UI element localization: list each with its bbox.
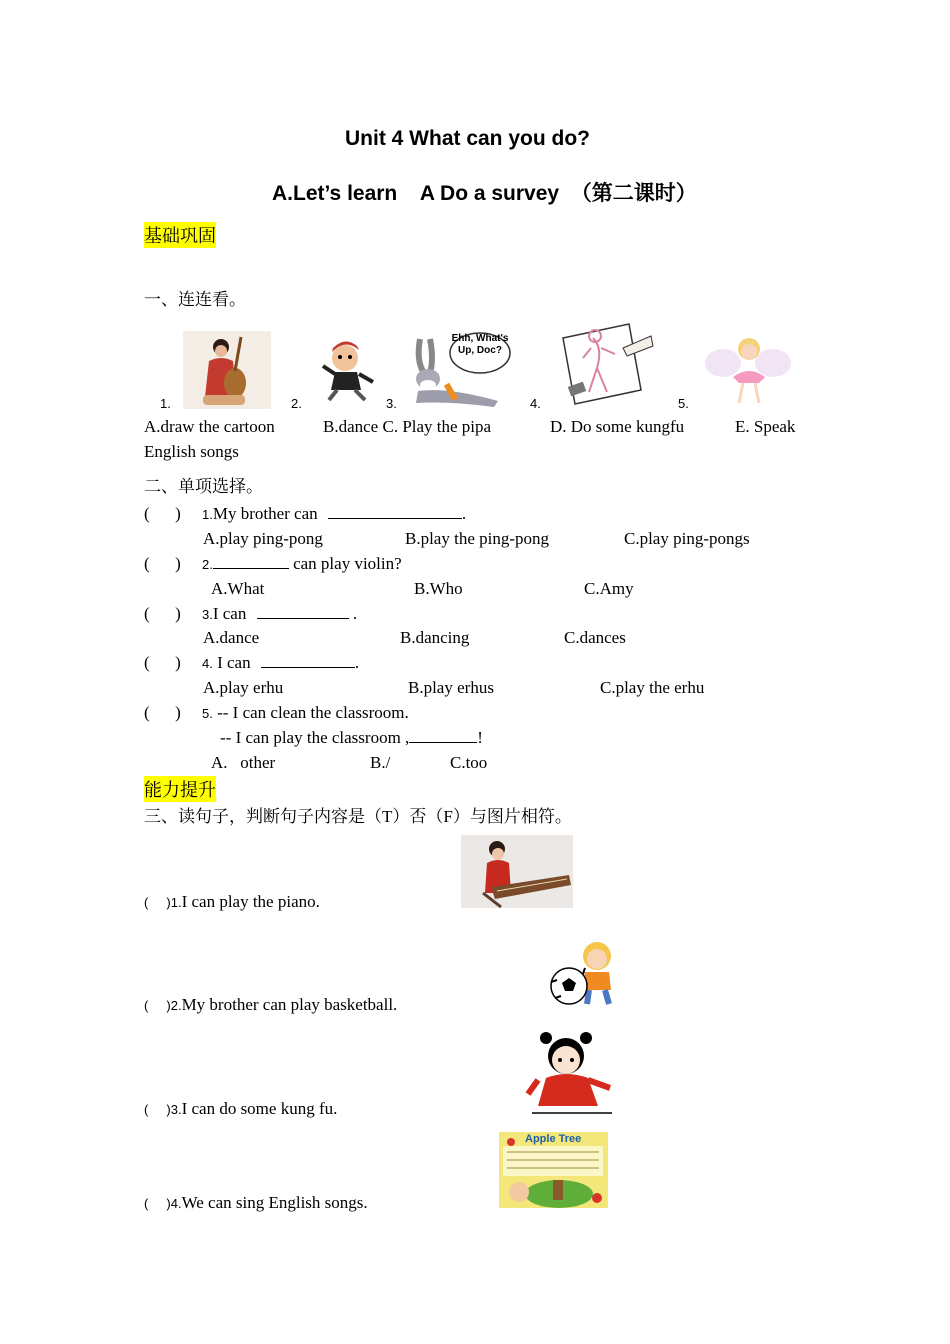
tf2-number: 2. xyxy=(170,998,182,1013)
tf2-text: My brother can play basketball. xyxy=(181,995,398,1014)
q4-number: 4. xyxy=(202,656,213,671)
q1-before: My brother can xyxy=(212,504,322,523)
q5-blank[interactable] xyxy=(409,728,477,743)
q2-option-a: A.What xyxy=(211,579,265,598)
q4-before: I can xyxy=(212,653,255,672)
tf3-text: I can do some kung fu. xyxy=(181,1099,338,1118)
apple-tree-poster-image xyxy=(499,1132,608,1208)
q3-number: 3. xyxy=(202,607,213,622)
q1-paren[interactable]: ( ) xyxy=(144,504,181,523)
q2-number: 2. xyxy=(202,557,213,572)
pipa-player-image xyxy=(183,331,271,409)
q5-line2-after: ! xyxy=(477,728,483,747)
tf-item-4 xyxy=(144,1193,368,1213)
tf-item-2 xyxy=(144,995,397,1015)
section-basic-label: 基础巩固 xyxy=(144,222,216,248)
q3-blank[interactable] xyxy=(257,604,349,619)
part3-heading: 三、读句子，判断句子内容是（T）否（F）与图片相符。 xyxy=(144,807,572,826)
poster-title: Apple Tree xyxy=(525,1133,582,1145)
q2-after: can play violin? xyxy=(288,554,402,573)
tf1-paren[interactable]: ( ) xyxy=(144,895,171,910)
tf3-paren[interactable]: ( ) xyxy=(144,1102,171,1117)
drawing-cartoon-image xyxy=(553,318,657,408)
page-title: Unit 4 What can you do? xyxy=(345,127,590,150)
soccer-boy-image xyxy=(547,934,629,1008)
q4-stem xyxy=(202,653,359,673)
match-number-1: 1. xyxy=(160,396,171,411)
q3-paren[interactable]: ( ) xyxy=(144,604,181,623)
tf2-paren[interactable]: ( ) xyxy=(144,998,171,1013)
q5-line2 xyxy=(220,728,483,748)
q5-option-c: C.too xyxy=(450,753,488,772)
match-number-4: 4. xyxy=(530,396,541,411)
section-advanced-label: 能力提升 xyxy=(144,776,216,802)
q1-option-b: B.play the ping-pong xyxy=(405,529,550,548)
q3-before: I can xyxy=(212,604,251,623)
q3-option-b: B.dancing xyxy=(400,628,470,647)
q4-option-a: A.play erhu xyxy=(203,678,284,697)
q1-number: 1. xyxy=(202,507,213,522)
guzheng-player-image xyxy=(461,835,573,908)
q2-option-c: C.Amy xyxy=(584,579,634,598)
match-number-5: 5. xyxy=(678,396,689,411)
q2-stem xyxy=(202,554,402,574)
q3-option-a: A.dance xyxy=(203,628,260,647)
q5-option-a: A. other xyxy=(211,753,276,772)
q5-paren[interactable]: ( ) xyxy=(144,703,181,722)
match-option-a: A.draw the cartoon xyxy=(144,417,275,436)
tf-item-1 xyxy=(144,892,320,912)
q5-number: 5. xyxy=(202,706,213,721)
q1-blank[interactable] xyxy=(328,504,462,519)
page-subtitle: A.Let’s learn A Do a survey （第二课时） xyxy=(272,182,697,205)
match-number-3: 3. xyxy=(386,396,397,411)
tf4-paren[interactable]: ( ) xyxy=(144,1196,171,1211)
q1-stem xyxy=(202,504,466,524)
tf1-text: I can play the piano. xyxy=(181,892,320,911)
q4-after: . xyxy=(354,653,360,672)
q5-before: -- I can clean the classroom. xyxy=(212,703,409,722)
match-option-e-cont: English songs xyxy=(144,442,239,461)
dancing-boy-image xyxy=(315,338,381,404)
q5-stem xyxy=(202,703,409,723)
q4-option-c: C.play the erhu xyxy=(600,678,705,697)
q3-after: . xyxy=(348,604,358,623)
match-option-d: D. Do some kungfu xyxy=(550,417,685,436)
q5-option-b: B./ xyxy=(370,753,391,772)
bubble-text: Ehh, What's Up, Doc? xyxy=(451,333,509,356)
part1-heading: 一、连连看。 xyxy=(144,290,246,309)
q4-paren[interactable]: ( ) xyxy=(144,653,181,672)
q1-after: . xyxy=(461,504,467,523)
tf1-number: 1. xyxy=(170,895,182,910)
q1-option-c: C.play ping-pongs xyxy=(624,529,750,548)
q2-blank[interactable] xyxy=(213,554,289,569)
match-option-bc: B.dance C. Play the pipa xyxy=(323,417,492,436)
kungfu-kid-image xyxy=(524,1030,614,1116)
ballerina-image xyxy=(693,333,803,409)
tf4-number: 4. xyxy=(170,1196,182,1211)
match-option-e: E. Speak xyxy=(735,417,796,436)
q3-option-c: C.dances xyxy=(564,628,626,647)
q1-option-a: A.play ping-pong xyxy=(203,529,323,548)
q4-option-b: B.play erhus xyxy=(408,678,494,697)
q4-blank[interactable] xyxy=(261,653,355,668)
match-number-2: 2. xyxy=(291,396,302,411)
cartoon-rabbit-image xyxy=(408,331,514,409)
tf-item-3 xyxy=(144,1099,337,1119)
tf3-number: 3. xyxy=(170,1102,182,1117)
tf4-text: We can sing English songs. xyxy=(181,1193,368,1212)
q5-line2-text: -- I can play the classroom , xyxy=(220,728,410,747)
q3-stem xyxy=(202,604,357,624)
q2-option-b: B.Who xyxy=(414,579,463,598)
q2-paren[interactable]: ( ) xyxy=(144,554,181,573)
part2-heading: 二、单项选择。 xyxy=(144,477,263,496)
